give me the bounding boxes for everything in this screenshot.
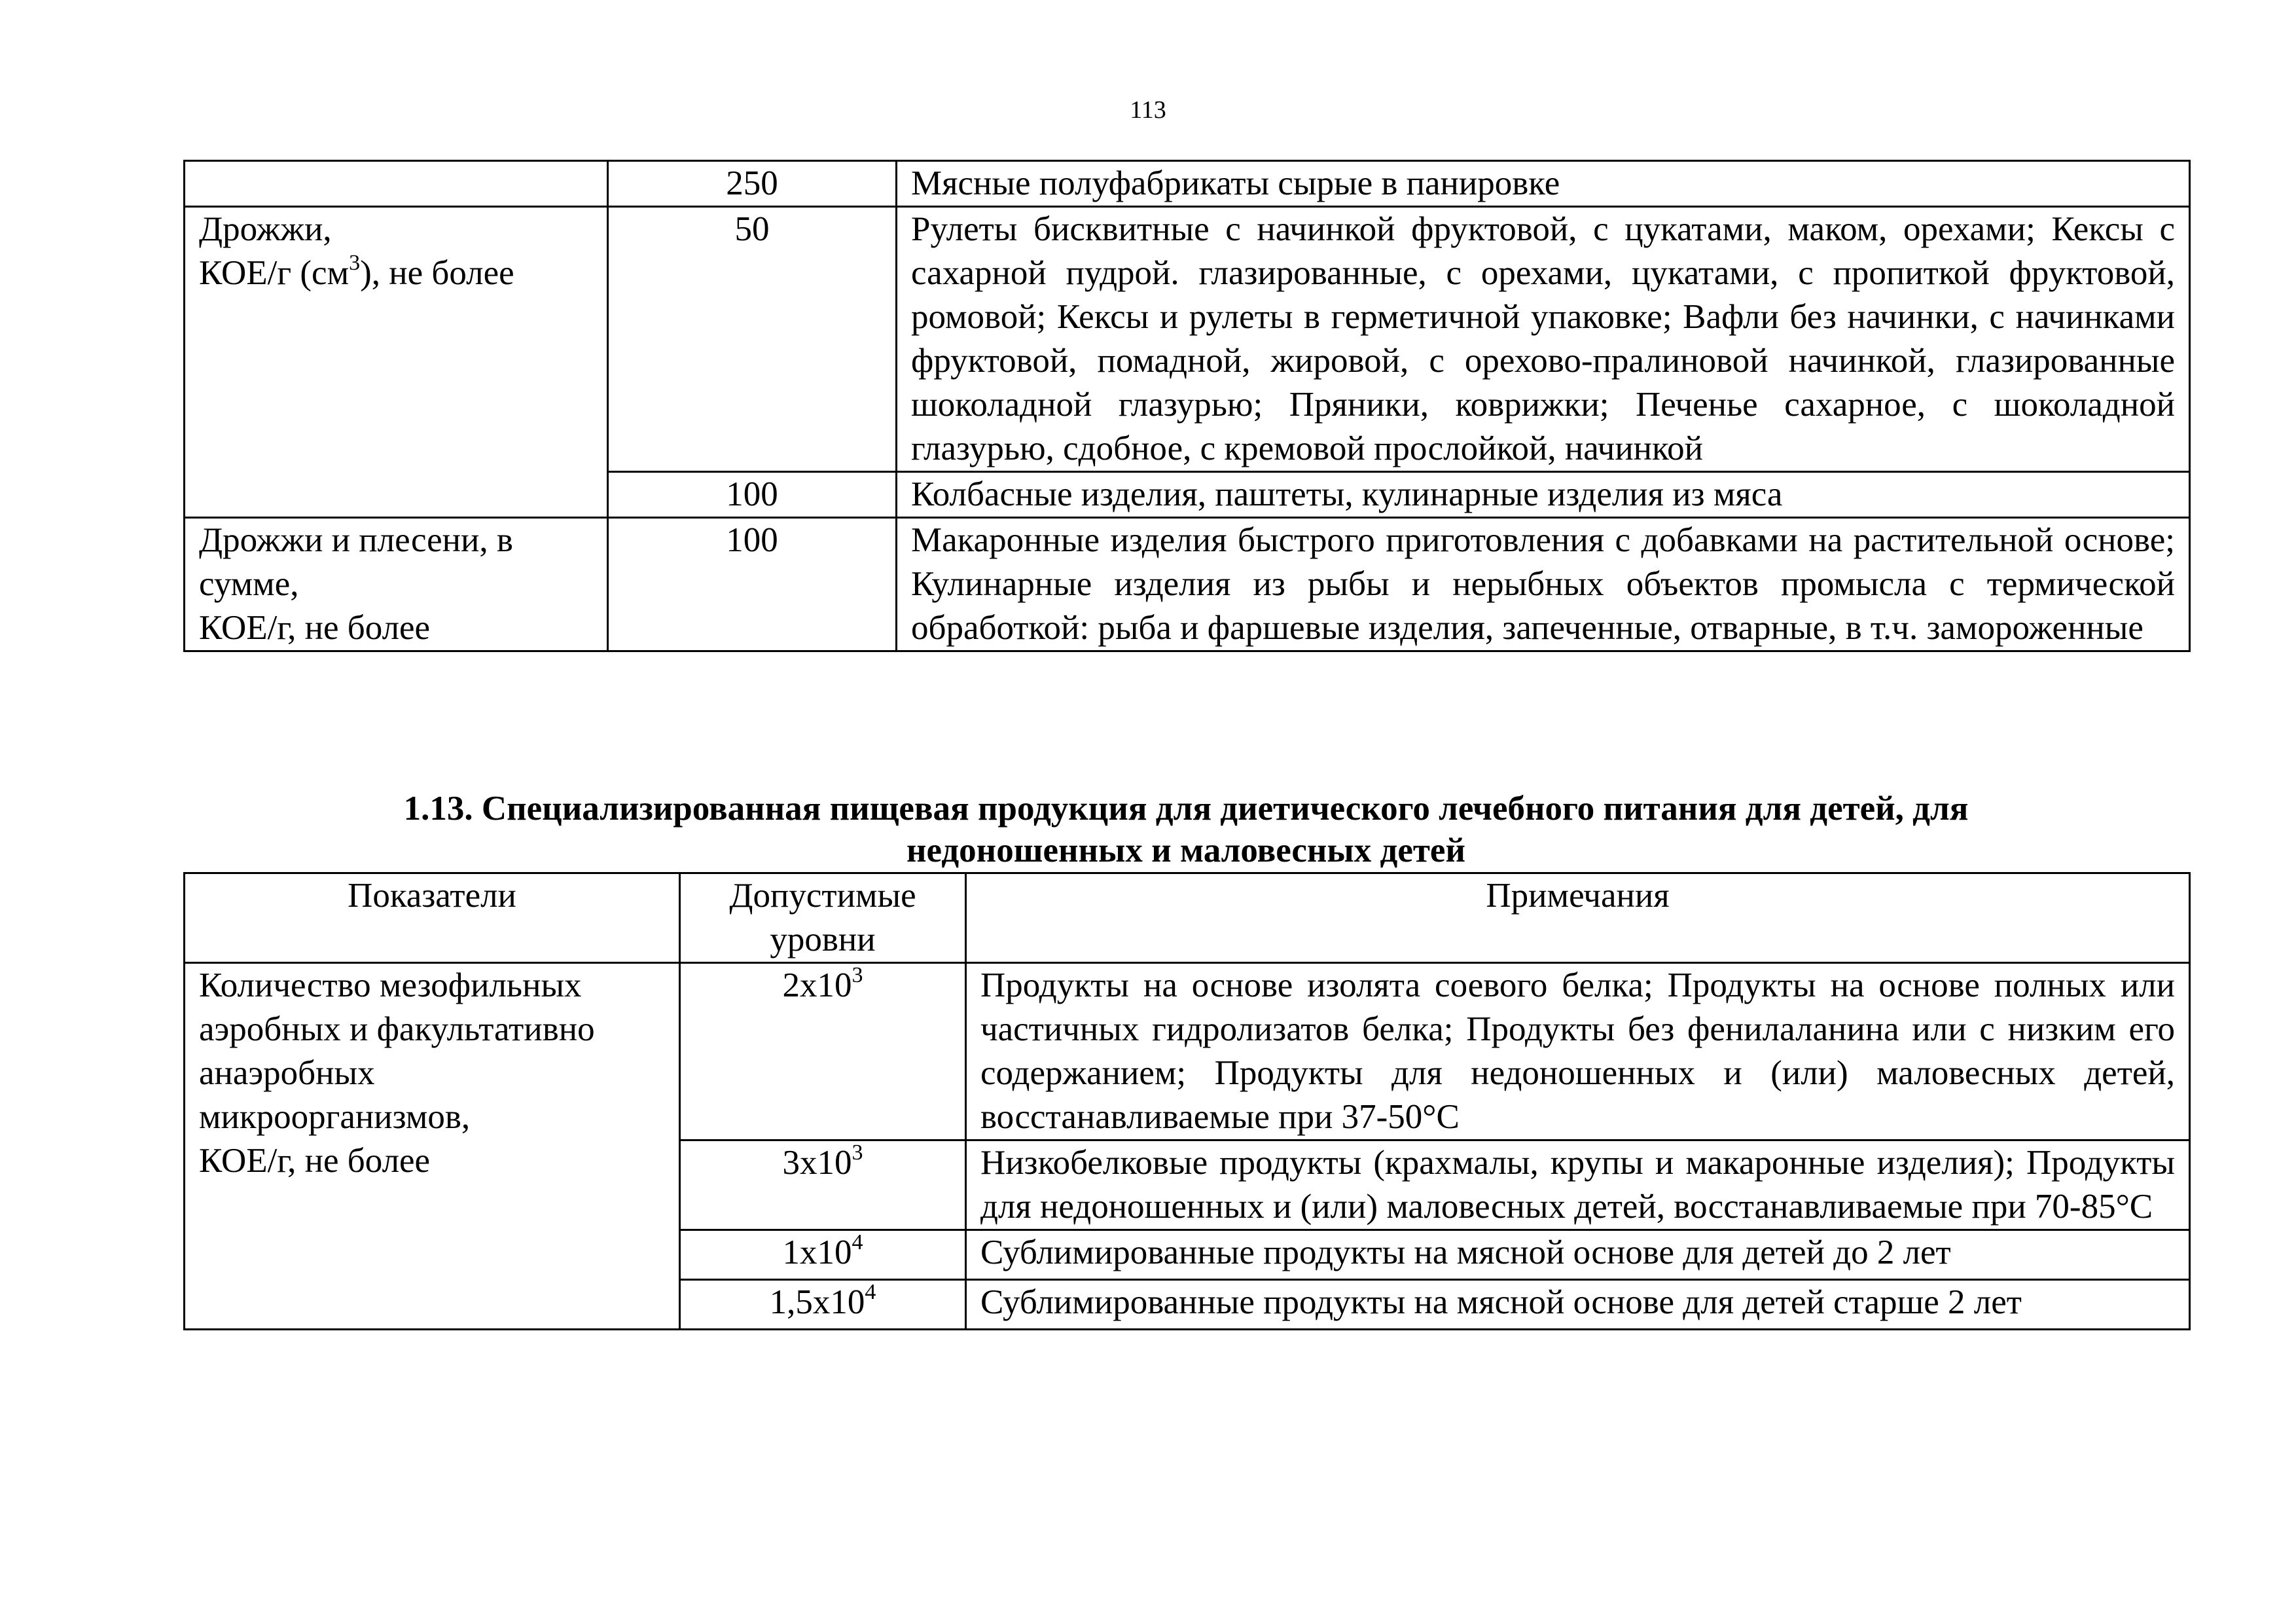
level-base: 2х10: [782, 966, 852, 1004]
hygiene-norms-table-continued: [183, 160, 2191, 652]
unit-superscript: 3: [349, 251, 361, 275]
column-header-levels: [680, 873, 966, 963]
indicator-line: микроорганизмов,: [199, 1098, 471, 1136]
table-row: [185, 963, 2190, 1140]
indicator-line: Дрожжи,: [199, 210, 332, 248]
indicator-line: Количество мезофильных: [199, 966, 582, 1004]
permissible-level-cell: 100: [608, 518, 897, 651]
note-cell: Сублимированные продукты на мясной основе для детей до 2 лет: [966, 1230, 2190, 1280]
dietary-products-table: [183, 872, 2191, 1330]
note-cell: Продукты на основе изолята соевого белка; Продукты на основе полных или частичных гидролизатов белка; Продукты без фенилаланина или с низким его содержанием; Продукты для недоношенных и (или) маловесных детей, восстанавливаемые при 37-50°С: [966, 963, 2190, 1140]
indicator-line: анаэробных: [199, 1054, 375, 1092]
note-cell: Рулеты бисквитные с начинкой фруктовой, с цукатами, маком, орехами; Кексы с сахарной пудрой. глазированные, с орехами, цукатами, с пропиткой фруктовой, ромовой; Кексы и рулеты в герметичной упаковке; Вафли без начинки, с начинками фруктовой, помадной, жировой, с орехово-пралиновой начинкой, глазированные шоколадной глазурью; Пряники, коврижки; Печенье сахарное, с шоколадной глазурью, сдобное, с кремовой прослойкой, начинкой: [897, 207, 2190, 472]
section-heading: [183, 788, 2189, 871]
indicator-unit-line: [199, 251, 593, 299]
permissible-level-cell: 250: [608, 161, 897, 207]
indicator-cell-empty: [185, 161, 608, 207]
indicator-unit-text: КОЕ/г (см: [199, 254, 350, 292]
indicator-line: аэробных и факультативно: [199, 1010, 595, 1048]
indicator-cell-mesophilic: [185, 963, 680, 1330]
level-base: 3х10: [782, 1144, 852, 1182]
column-header-line: уровни: [770, 921, 876, 958]
page-number: 113: [1130, 96, 1166, 124]
indicator-cell-yeast-mold: [185, 518, 608, 651]
permissible-level-cell: [680, 963, 966, 1140]
indicator-unit-suffix: ), не более: [360, 254, 514, 292]
level-base: 1х10: [782, 1233, 852, 1271]
note-cell: Колбасные изделия, паштеты, кулинарные изделия из мяса: [897, 472, 2190, 518]
indicator-cell-yeast: [185, 207, 608, 518]
indicator-line: сумме,: [199, 565, 299, 603]
note-cell: Сублимированные продукты на мясной основе для детей старше 2 лет: [966, 1280, 2190, 1330]
level-exponent: 4: [852, 1230, 863, 1254]
table-row: [185, 207, 2190, 472]
column-header-notes: Примечания: [966, 873, 2190, 963]
permissible-level-cell: [680, 1230, 966, 1280]
column-header-indicators: Показатели: [185, 873, 680, 963]
note-cell: Низкобелковые продукты (крахмалы, крупы и макаронные изделия); Продукты для недоношенных и (или) маловесных детей, восстанавливаемые при 70-85°С: [966, 1140, 2190, 1230]
permissible-level-cell: 50: [608, 207, 897, 472]
table-header-row: [185, 873, 2190, 963]
table-row: [185, 161, 2190, 207]
section-heading-line: недоношенных и маловесных детей: [906, 831, 1465, 869]
permissible-level-cell: [680, 1140, 966, 1230]
indicator-line: Дрожжи и плесени, в: [199, 521, 513, 559]
level-base: 1,5х10: [769, 1283, 865, 1321]
level-exponent: 3: [852, 1140, 863, 1165]
permissible-level-cell: [680, 1280, 966, 1330]
permissible-level-cell: 100: [608, 472, 897, 518]
indicator-line: КОЕ/г, не более: [199, 1142, 431, 1180]
level-exponent: 4: [865, 1280, 876, 1304]
column-header-line: Допустимые: [729, 877, 916, 915]
note-cell: Мясные полуфабрикаты сырые в панировке: [897, 161, 2190, 207]
table-row: [185, 518, 2190, 651]
level-exponent: 3: [852, 963, 863, 987]
note-cell: Макаронные изделия быстрого приготовления с добавками на растительной основе; Кулинарные изделия из рыбы и нерыбных объектов промысла с термической обработкой: рыба и фаршевые изделия, запеченные, отварные, в т.ч. замороженные: [897, 518, 2190, 651]
section-heading-line: 1.13. Специализированная пищевая продукция для диетического лечебного питания для детей, для: [403, 790, 1969, 828]
indicator-line: КОЕ/г, не более: [199, 609, 431, 647]
